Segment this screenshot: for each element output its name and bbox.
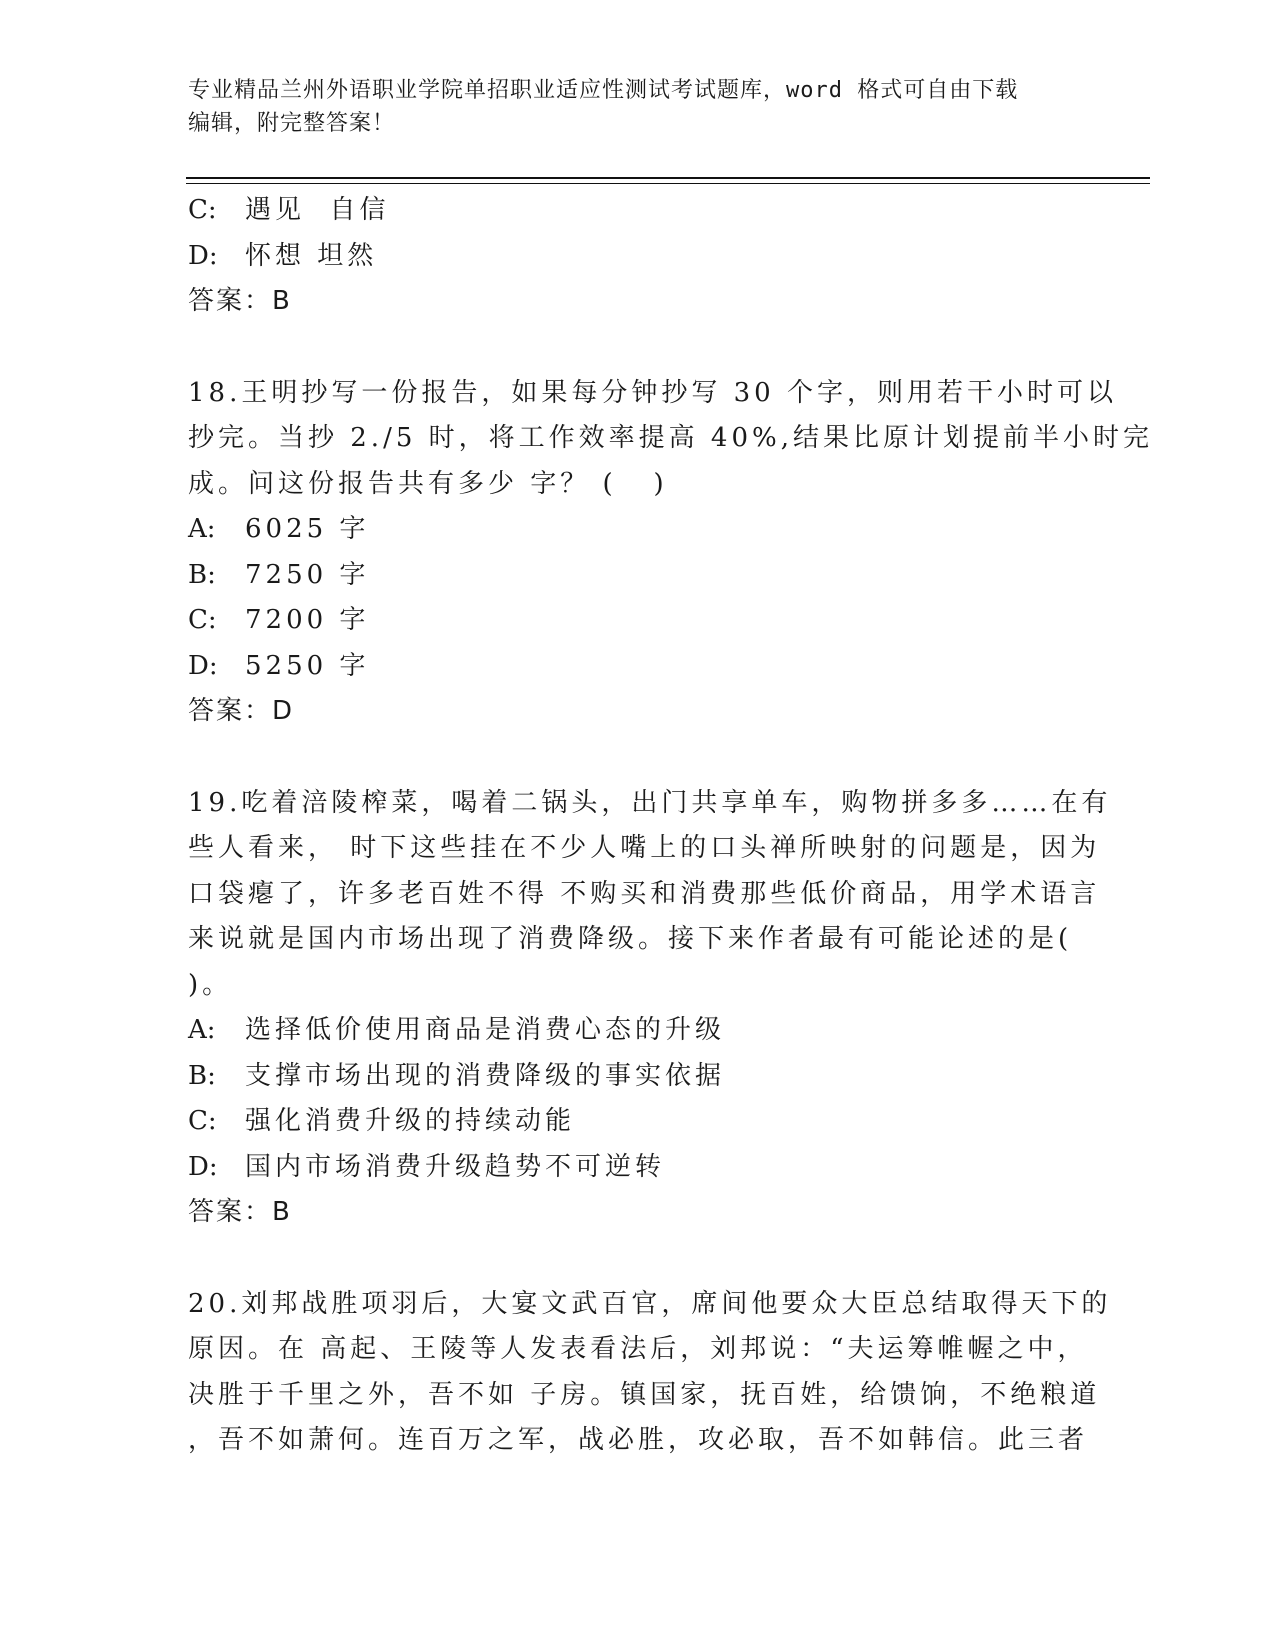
option-text: 5250 字 xyxy=(245,650,370,681)
question-text-line: ，吾不如萧何。连百万之军，战必胜，攻必取，吾不如韩信。此三者 xyxy=(188,1425,1089,1455)
option-text: 6025 字 xyxy=(245,514,370,544)
option-c xyxy=(188,598,1088,644)
option-text: 强化消费升级的持续动能 xyxy=(245,1106,576,1136)
option-key: B: xyxy=(188,559,216,590)
option-key: C: xyxy=(188,605,217,635)
question-text-line: 口袋瘪了，许多老百姓不得 不购买和消费那些低价商品，用学术语言 xyxy=(188,878,1101,909)
option-key: C: xyxy=(188,1106,217,1136)
option-text: 怀想 坦然 xyxy=(245,240,378,271)
option-key: B: xyxy=(188,1060,216,1091)
answer-line: 答案：B xyxy=(188,286,292,316)
option-b xyxy=(188,1054,1088,1100)
question-text-line: )。 xyxy=(188,969,233,1000)
prev-question xyxy=(188,188,1088,325)
question-text-line: 18.王明抄写一份报告，如果每分钟抄写 30 个字，则用若干小时可以 xyxy=(188,377,1117,408)
answer-line: 答案：D xyxy=(188,696,295,726)
question-20 xyxy=(188,1282,1112,1464)
option-key: C: xyxy=(188,195,217,225)
header-line-1: 专业精品兰州外语职业学院单招职业适应性测试考试题库，word 格式可自由下载 xyxy=(188,78,1019,103)
option-a xyxy=(188,507,1088,553)
question-19 xyxy=(188,781,1112,1236)
option-c xyxy=(188,188,1088,234)
option-c xyxy=(188,1099,1088,1145)
question-text-line: 来说就是国内市场出现了消费降级。接下来作者最有可能论述的是( xyxy=(188,924,1073,954)
question-text-line: 抄完。当抄 2./5 时，将工作效率提高 40%,结果比原计划提前半小时完 xyxy=(188,423,1153,453)
option-d xyxy=(188,234,1088,280)
document-body xyxy=(188,188,1153,1464)
option-key: A: xyxy=(188,1015,216,1045)
header-line-2: 编辑，附完整答案！ xyxy=(188,111,396,136)
page-header xyxy=(188,74,1088,140)
option-text: 7200 字 xyxy=(245,605,370,635)
option-d xyxy=(188,1145,1088,1191)
option-text: 遇见 自信 xyxy=(245,195,390,225)
option-text: 7250 字 xyxy=(245,559,370,590)
question-text-line: 20.刘邦战胜项羽后，大宴文武百官，席间他要众大臣总结取得天下的 xyxy=(188,1288,1112,1319)
header-rule-thin xyxy=(186,183,1150,184)
option-key: D: xyxy=(188,1151,218,1182)
option-text: 选择低价使用商品是消费心态的升级 xyxy=(245,1015,726,1045)
question-text-line: 决胜于千里之外，吾不如 子房。镇国家，抚百姓，给馈饷，不绝粮道 xyxy=(188,1379,1101,1410)
option-d xyxy=(188,644,1088,690)
option-a xyxy=(188,1008,1088,1054)
option-key: D: xyxy=(188,650,218,681)
answer-line: 答案：B xyxy=(188,1197,292,1227)
question-text-line: 些人看来， 时下这些挂在不少人嘴上的口头禅所映射的问题是，因为 xyxy=(188,833,1101,863)
option-text: 支撑市场出现的消费降级的事实依据 xyxy=(245,1060,726,1091)
option-key: D: xyxy=(188,240,218,271)
question-text-line: 成。问这份报告共有多少 字？ ( ) xyxy=(188,468,668,499)
question-18 xyxy=(188,371,1153,735)
header-rule-thick xyxy=(186,177,1150,179)
question-text-line: 19.吃着涪陵榨菜，喝着二锅头，出门共享单车，购物拼多多……在有 xyxy=(188,787,1112,818)
question-text-line: 原因。在 高起、王陵等人发表看法后，刘邦说：“夫运筹帷幄之中， xyxy=(188,1334,1088,1364)
option-text: 国内市场消费升级趋势不可逆转 xyxy=(245,1151,666,1182)
option-b xyxy=(188,553,1088,599)
option-key: A: xyxy=(188,514,216,544)
